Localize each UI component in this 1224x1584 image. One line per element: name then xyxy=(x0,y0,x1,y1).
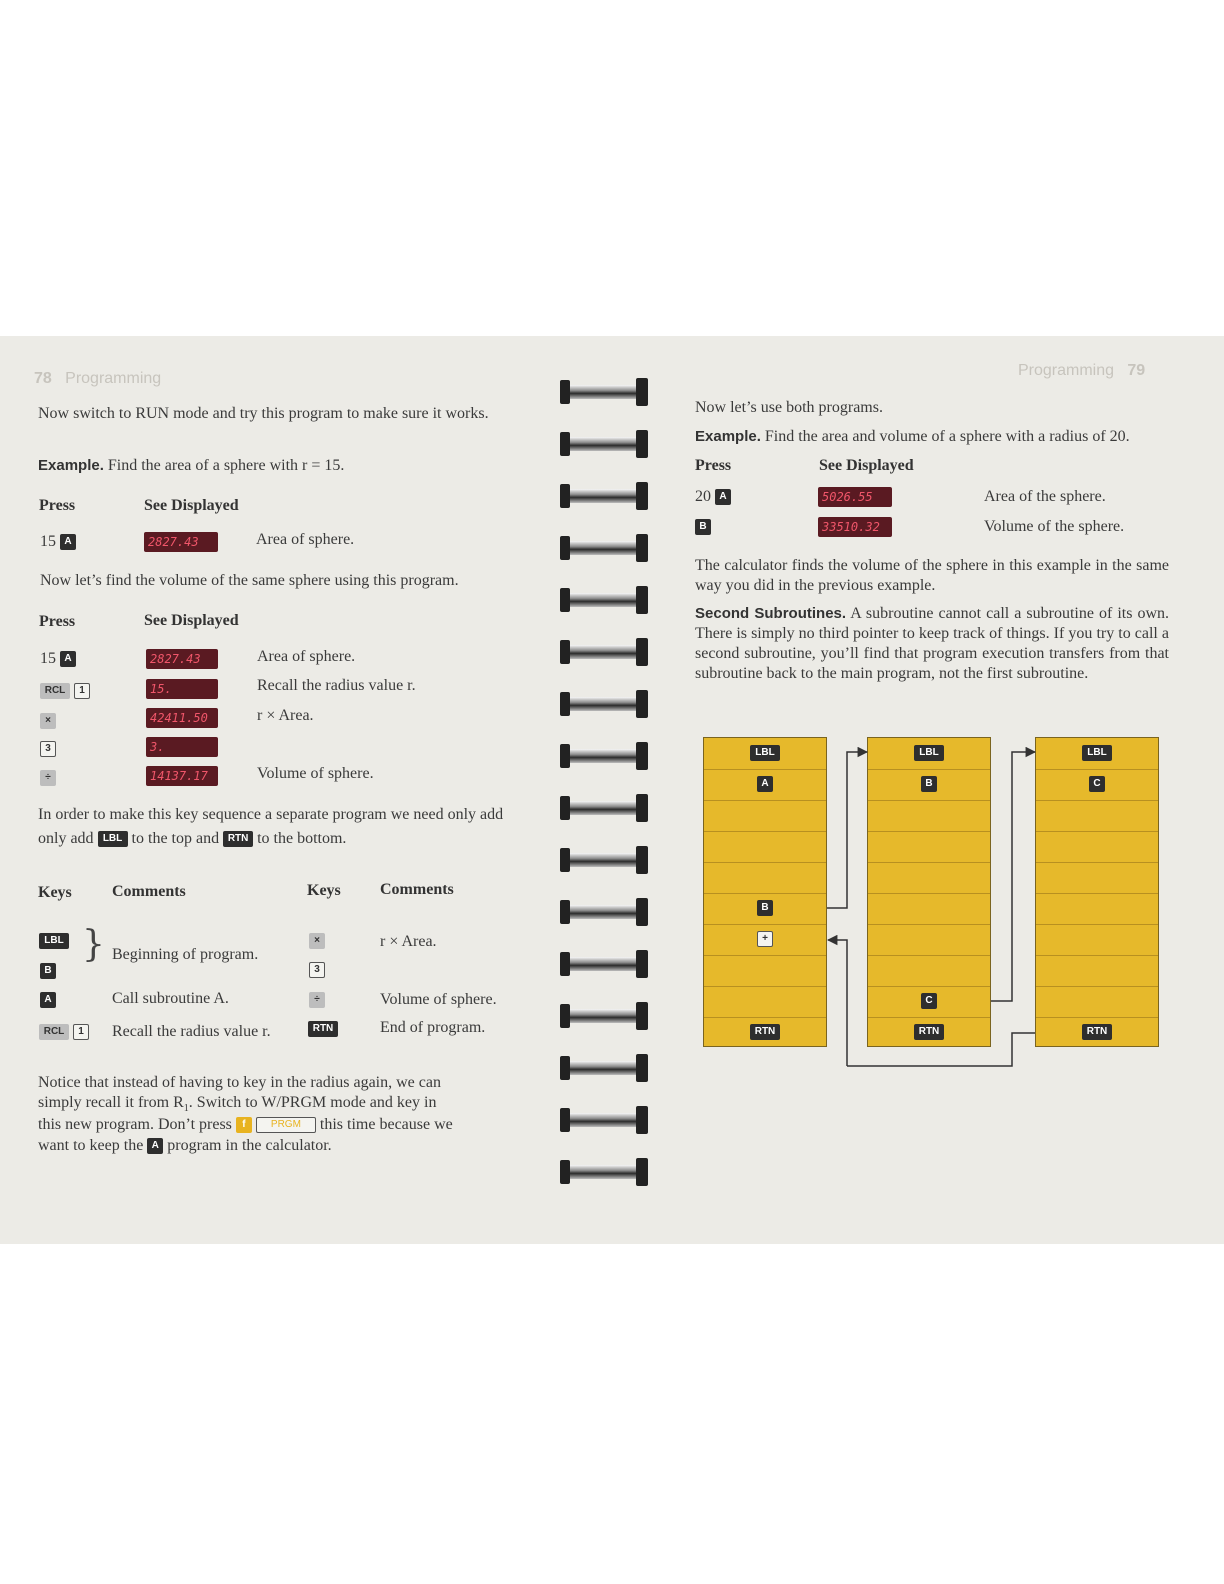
example-line xyxy=(38,456,344,476)
b-key-icon: B xyxy=(695,519,711,535)
call-arrow xyxy=(991,752,1035,1001)
volume-intro: Now let’s find the volume of the same sphere using this program. xyxy=(40,572,459,589)
explanation-paragraph: The calculator finds the volume of the sphere in this example in the same way you did in the previous example. xyxy=(695,557,1169,594)
intro-paragraph: Now let’s use both programs. xyxy=(695,399,883,416)
b-key-icon: B xyxy=(921,776,937,792)
table-key xyxy=(39,1023,89,1041)
ex1-press xyxy=(40,532,76,552)
table-comment: Beginning of program. xyxy=(112,946,259,963)
section-title: Programming xyxy=(65,370,162,387)
return-line xyxy=(847,1033,1035,1066)
table-comment: Call subroutine A. xyxy=(112,990,229,1007)
press-header: Press xyxy=(695,457,732,474)
notice-text: program in the calculator. xyxy=(167,1137,332,1154)
binding-ring xyxy=(560,1158,648,1186)
comments-header: Comments xyxy=(112,883,186,900)
see-displayed-header: See Displayed xyxy=(144,497,239,514)
digit-key-icon: 1 xyxy=(74,683,90,699)
flow-arrows xyxy=(650,336,1224,1244)
section-title: Programming xyxy=(1018,362,1115,379)
keys-header: Keys xyxy=(38,884,72,901)
step-press xyxy=(40,739,56,759)
a-key-icon: A xyxy=(60,651,76,667)
binding-ring xyxy=(560,1106,648,1134)
multiply-key-icon: × xyxy=(309,933,325,949)
order-paragraph xyxy=(38,805,503,825)
table-comment: End of program. xyxy=(380,1019,486,1036)
subscript: 1 xyxy=(183,1103,189,1115)
c-key-icon: C xyxy=(1089,776,1105,792)
rtn-key-icon: RTN xyxy=(914,1024,944,1040)
step-press xyxy=(40,711,56,731)
second-subroutines-text: A subroutine cannot call a subroutine of its own. There is simply no third pointer to keep track of things. If you try to call a second subroutine, you’ll find that program execution transfers from that subroutine back to the main program, not the first subroutine. xyxy=(695,605,1170,682)
order-only-add: only add xyxy=(38,830,94,847)
example-label: Example. xyxy=(695,428,761,445)
lbl-key-icon: LBL xyxy=(750,745,780,761)
rcl-key-icon: RCL xyxy=(39,1024,69,1040)
table-comment: r × Area. xyxy=(380,933,437,950)
notice-line: Notice that instead of having to key in the radius again, we can xyxy=(38,1074,441,1091)
a-key-icon: A xyxy=(757,776,773,792)
row-comment: Area of the sphere. xyxy=(984,488,1106,505)
order-text: In order to make this key sequence a separate program we need only add xyxy=(38,806,504,823)
row-number: 20 xyxy=(695,488,711,505)
ex1-number: 15 xyxy=(40,533,56,550)
example-text: Find the area of a sphere with r = 15. xyxy=(107,457,345,474)
display-readout: 5026.55 xyxy=(818,487,892,507)
example-label: Example. xyxy=(38,457,104,474)
row-comment: Volume of the sphere. xyxy=(984,518,1125,535)
step-comment: r × Area. xyxy=(257,707,314,724)
b-key-icon: B xyxy=(40,963,56,979)
page-header-left xyxy=(34,370,161,388)
c-key-icon: C xyxy=(921,993,937,1009)
rtn-key-icon: RTN xyxy=(308,1021,338,1037)
order-paragraph-line2 xyxy=(38,829,346,849)
table-key xyxy=(40,962,56,980)
display-readout: 2827.43 xyxy=(146,649,218,669)
display-readout: 3. xyxy=(146,737,218,757)
example-text: Find the area and volume of a sphere with a radius of 20. xyxy=(764,428,1130,445)
binding-ring xyxy=(560,586,648,614)
table-key xyxy=(40,991,56,1009)
binding-ring xyxy=(560,1054,648,1082)
a-key-icon: A xyxy=(147,1138,163,1154)
binding-ring xyxy=(560,898,648,926)
step-comment: Volume of sphere. xyxy=(257,765,374,782)
table-key xyxy=(309,932,325,950)
b-key-icon: B xyxy=(757,900,773,916)
binding-ring xyxy=(560,1002,648,1030)
keys-header-2: Keys xyxy=(307,882,341,899)
intro-paragraph: Now switch to RUN mode and try this program to make sure it works. xyxy=(38,405,489,422)
order-text: to the bottom. xyxy=(257,830,347,847)
lbl-key-icon: LBL xyxy=(1082,745,1112,761)
see-displayed-header: See Displayed xyxy=(819,457,914,474)
a-key-icon: A xyxy=(40,992,56,1008)
binding-ring xyxy=(560,482,648,510)
brace-icon: } xyxy=(82,924,105,965)
binding-ring xyxy=(560,430,648,458)
notice-text: this time because we xyxy=(319,1116,453,1133)
ex1-comment: Area of sphere. xyxy=(256,531,355,548)
binding-ring xyxy=(560,742,648,770)
notice-line xyxy=(38,1115,453,1135)
step-press xyxy=(40,681,90,701)
notice-text: simply recall it from R xyxy=(38,1094,184,1111)
call-arrow xyxy=(827,752,867,908)
step-press xyxy=(40,768,56,788)
a-key-icon: A xyxy=(715,489,731,505)
spiral-binding xyxy=(555,336,655,1244)
step-comment: Area of sphere. xyxy=(257,648,356,665)
step-press xyxy=(40,649,76,669)
display-readout: 42411.50 xyxy=(146,708,218,728)
comments-header-2: Comments xyxy=(380,881,454,898)
order-text: to the top and xyxy=(131,830,220,847)
display-readout: 15. xyxy=(146,679,218,699)
digit-key-icon: 3 xyxy=(309,962,325,978)
display-readout: 33510.32 xyxy=(818,517,892,537)
f-key-icon: f xyxy=(236,1117,252,1133)
lbl-key-icon: LBL xyxy=(914,745,944,761)
binding-ring xyxy=(560,846,648,874)
right-page xyxy=(650,336,1224,1244)
notice-text: . Switch to W/PRGM mode and key in xyxy=(188,1094,437,1111)
a-key-icon: A xyxy=(60,534,76,550)
binding-ring xyxy=(560,638,648,666)
multiply-key-icon: × xyxy=(40,713,56,729)
rtn-key-icon: RTN xyxy=(223,831,253,847)
display-readout: 2827.43 xyxy=(144,532,218,552)
notice-text: this new program. Don’t press xyxy=(38,1116,232,1133)
notice-text: want to keep the xyxy=(38,1137,144,1154)
divide-key-icon: ÷ xyxy=(309,992,325,1008)
table-comment: Recall the radius value r. xyxy=(112,1023,271,1040)
table-key xyxy=(308,1020,338,1038)
book-spread xyxy=(0,336,1224,1244)
second-subroutines-label: Second Subroutines. xyxy=(695,605,847,622)
lbl-key-icon: LBL xyxy=(98,831,128,847)
binding-ring xyxy=(560,690,648,718)
table-key xyxy=(309,961,325,979)
step-number: 15 xyxy=(40,650,56,667)
step-comment: Recall the radius value r. xyxy=(257,677,416,694)
rcl-key-icon: RCL xyxy=(40,683,70,699)
table-key xyxy=(39,932,69,950)
lbl-key-icon: LBL xyxy=(39,933,69,949)
table-key xyxy=(309,991,325,1009)
binding-ring xyxy=(560,950,648,978)
plus-key-icon: + xyxy=(757,931,773,947)
binding-ring xyxy=(560,534,648,562)
notice-line xyxy=(38,1136,332,1156)
digit-key-icon: 3 xyxy=(40,741,56,757)
digit-key-icon: 1 xyxy=(73,1024,89,1040)
return-arrow xyxy=(828,940,847,1066)
binding-ring xyxy=(560,794,648,822)
left-page xyxy=(0,336,560,1244)
rtn-key-icon: RTN xyxy=(1082,1024,1112,1040)
page-number: 79 xyxy=(1127,362,1146,379)
press-header: Press xyxy=(39,497,76,514)
prgm-key-icon: PRGM xyxy=(256,1117,316,1133)
divide-key-icon: ÷ xyxy=(40,770,56,786)
display-readout: 14137.17 xyxy=(146,766,218,786)
rtn-key-icon: RTN xyxy=(750,1024,780,1040)
table-comment: Volume of sphere. xyxy=(380,991,497,1008)
binding-ring xyxy=(560,378,648,406)
page-number: 78 xyxy=(34,370,52,387)
press-header-2: Press xyxy=(39,613,76,630)
see-displayed-header-2: See Displayed xyxy=(144,612,239,629)
